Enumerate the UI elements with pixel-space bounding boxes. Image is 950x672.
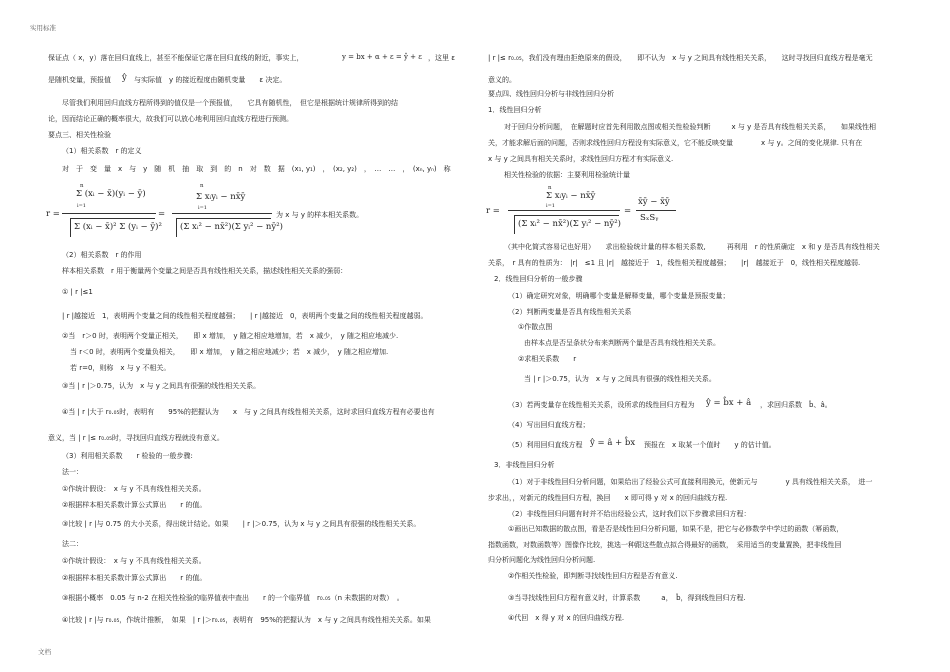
property-2b: 当 r＜0 时，表明两个变量负相关， 即 x 增加， y 随之相应地减少；若 x 减少， y 随之相应增加. xyxy=(70,348,389,356)
note-line-1: （其中化简式容易记也好用） 求出检验统计量的样本相关系数, 再利用 r 的性质确定 x 和 y 是否具有线性相关 xyxy=(504,243,880,251)
rf-numerator-2: x̄ȳ − x̄ȳ xyxy=(638,197,670,207)
nonlinear-para-6: 归分析问题化为线性回归分析问题. xyxy=(488,556,596,564)
numerator-1: Σ (xᵢ − x̄)(yᵢ − ȳ) xyxy=(76,189,146,199)
method-2-step-2: ②根据样本相关系数计算公式算出 r 的值。 xyxy=(62,574,207,582)
step-5-tail: 预报在 x 取某一个值时 y 的估计值。 xyxy=(644,441,776,449)
left-line-2b: 与实际值 y 的接近程度由随机变量 ε 决定。 xyxy=(134,76,287,84)
step-2: （2）判断两变量是否具有线性相关关系 xyxy=(508,308,632,316)
right-line-1: | r |≤ r₀.₀₅，我们没有理由拒绝原来的假设， 即不认为 x 与 y 之间具有线性相关关系， 这时寻找回归直线方程是毫无 xyxy=(488,54,873,62)
step-2-1-desc: 由样本点是否呈条状分布来判断两个量是否具有线性相关关系。 xyxy=(524,339,720,347)
page-footer: 文档 xyxy=(38,648,51,656)
step-5: （5）利用回归直线方程 xyxy=(508,441,583,449)
method-1-step-2: ②根据样本相关系数计算公式算出 r 的值。 xyxy=(62,501,207,509)
nonlinear-para-1: （1）对于非线性回归分析问题，如果给出了经验公式可直接利用换元，使新元与 y 具有线性相关关系， 进一 xyxy=(508,478,873,486)
left-line-1a: 保证点（ x，y）落在回归直线上，甚至不能保证它落在回归直线的附近，事实上， xyxy=(48,54,304,62)
regression-equation-1: ŷ = b̂x + â xyxy=(706,398,752,408)
step-2-2-desc: 当 | r |＞0.75，认为 x 与 y 之间具有很强的线性相关关系。 xyxy=(524,375,716,383)
rf-fraction-bar xyxy=(508,210,620,211)
rf-denominator-2: SₓSᵧ xyxy=(640,213,659,223)
r-role-text: 样本相关系数 r 用于衡量两个变量之间是否具有线性相关关系，描述线性相关关系的强弱： xyxy=(62,267,348,275)
rf-sum-lower: i=1 xyxy=(546,203,555,209)
yhat-symbol: ŷ xyxy=(122,73,127,83)
nonlinear-para-4: ①画出已知数据的散点图，看是否是线性回归分析问题，如果不是，把它与必修数学中学过的函数（幂函数， xyxy=(508,525,844,533)
r-definition-text: 对 于 变 量 x 与 y 随 机 抽 取 到 的 n 对 数 据 (x₁, y₁) ， (x₂, y₂) ， … … ， (xₙ, yₙ) 称 xyxy=(62,165,451,173)
fraction-bar-2 xyxy=(172,213,272,214)
subheading-r-role: （2）相关系数 r 的作用 xyxy=(62,251,142,259)
left-line-2a: 是随机变量，预报值 xyxy=(48,76,111,84)
right-line-2: 意义的。 xyxy=(488,76,516,84)
nonlinear-para-7: ②作相关性检验，即判断寻找线性回归方程是否有意义. xyxy=(508,572,678,580)
nonlinear-para-8: ③当寻找线性回归方程有意义时，计算系数 a， b̂，得到线性回归方程. xyxy=(508,594,746,602)
property-1: ① | r |≤1 xyxy=(62,288,93,296)
nonlinear-para-5: 指数函数，对数函数等）图像作比较，挑选一种跟这些散点拟合得最好的函数， 采用适当的变量置换，把非线性回 xyxy=(488,541,842,549)
method-1-step-1: ①作统计假设： x 与 y 不具有线性相关关系。 xyxy=(62,485,206,493)
denominator-2: (Σ xᵢ² − nx̄²)(Σ yᵢ² − nȳ²) xyxy=(180,222,283,232)
linear-para-2: 关，才能求解后面的问题，否则求线性回归方程没有实际意义，它不能反映变量 x 与 y。之间的变化规律. 只有在 xyxy=(488,139,863,147)
left-line-1b: ，这里 ε xyxy=(428,54,456,62)
rf-denominator: (Σ xᵢ² − nx̄²)(Σ yᵢ² − nȳ²) xyxy=(518,219,621,229)
rf-sum-upper: n xyxy=(548,185,552,191)
rf-fraction-bar-2 xyxy=(636,210,676,211)
sum-lower-2: i=1 xyxy=(198,205,207,211)
denominator-1: Σ (xᵢ − x̄)² Σ (yᵢ − ȳ)² xyxy=(74,222,162,232)
method-2-step-3: ③根据小概率 0.05 与 n-2 在相关性检验的临界值表中查出 r 的一个临界值 r₀.₀₅（n 未数据的对数） 。 xyxy=(62,594,404,602)
property-1-desc: | r |越接近 1，表明两个变量之间的线性相关程度越强； | r |越接近 0，表明两个变量之间的线性相关程度越弱。 xyxy=(62,312,428,320)
page-header: 实用标准 xyxy=(30,24,56,32)
numerator-2: Σ xᵢyᵢ − nx̄ȳ xyxy=(196,192,246,202)
method-1-step-3: ③比较 | r |与 0.75 的大小关系，得出统计结论。如果 | r |＞0.75，认为 x 与 y 之间具有很强的线性相关关系。 xyxy=(62,520,421,528)
note-line-2: 关系， r 具有的性质为： |r| ≤1 且 |r| 越接近于 1，线性相关程度越强； |r| 越接近于 0，线性相关程度越弱. xyxy=(488,259,861,267)
nonlinear-para-2: 步求出，，对新元的线性回归方程，换回 x 即可得 y 对 x 的回归曲线方程. xyxy=(488,494,728,502)
method-2-step-1: ①作统计假设： x 与 y 不具有线性相关关系。 xyxy=(62,557,206,565)
rf-numerator: Σ xᵢyᵢ − nx̄ȳ xyxy=(546,191,596,201)
property-4b: 意义，当 | r |≤ r₀.₀₅时，寻找回归直线方程就没有意义。 xyxy=(48,434,224,442)
paragraph-1b: 论，因而结论正确的概率很大，故我们可以放心地利用回归直线方程进行预测。 xyxy=(48,115,293,123)
section-heading-4: 要点四、线性回归分析与非线性回归分析 xyxy=(488,90,614,98)
nonlinear-heading: 3．非线性回归分析 xyxy=(494,461,555,469)
linear-para-4: 相关性检验的依据：主要利用检验统计量 xyxy=(504,171,630,179)
step-2-1: ①作散点图 xyxy=(518,323,553,331)
formula-caption: 为 x 与 y 的样本相关系数。 xyxy=(276,211,364,219)
error-formula: y = bx + α + ε = ŷ + ε xyxy=(342,53,422,61)
rf-equals: = xyxy=(624,206,632,216)
method-2-step-4: ④比较 | r |与 r₀.₀₅，作统计推断， 如果 | r |＞r₀.₀₅，表明有 95%的把握认为 x 与 y 之间具有线性相关关系。如果 xyxy=(62,616,431,624)
rf-r: r = xyxy=(486,206,500,216)
nonlinear-para-3: （2）非线性回归问题有时并不给出经验公式，这时我们以下步骤求回归方程： xyxy=(508,510,751,518)
linear-para-3: x 与 y 之间具有相关关系时，求线性回归方程才有实际意义. xyxy=(488,155,674,163)
step-3-tail: ，求回归系数 b̂、â。 xyxy=(760,401,832,409)
equals-sign: = xyxy=(158,209,166,219)
step-1: （1）确定研究对象，明确哪个变量是解释变量，哪个变量是预报变量； xyxy=(508,292,730,300)
sum-upper-2: n xyxy=(200,183,204,189)
regression-equation-2: ŷ = â + b̂x xyxy=(590,438,636,448)
sum-upper: n xyxy=(80,183,84,189)
formula-r: r = xyxy=(46,209,60,219)
section-heading-3: 要点三、相关性检验 xyxy=(48,131,111,139)
linear-para-1: 对于回归分析问题， 在解题时应首先利用散点图或相关性检验判断 x 与 y 是否具有线性相关关系， 如果线性相 xyxy=(504,123,876,131)
property-2c: 若 r=0，则称 x 与 y 不相关。 xyxy=(70,364,171,372)
property-2a: ②当 r＞0 时，表明两个变量正相关， 即 x 增加， y 随之相应地增加，若 x 减少， y 随之相应地减少. xyxy=(62,332,399,340)
method-2-label: 法二： xyxy=(62,540,83,548)
steps-heading: 2．线性回归分析的一般步骤 xyxy=(494,275,583,283)
subheading-test-steps: （3）利用相关系数 r 检验的一般步骤: xyxy=(62,452,193,460)
property-3: ③当 | r |＞0.75，认为 x 与 y 之间具有很强的线性相关关系。 xyxy=(62,382,261,390)
nonlinear-para-9: ④代回 x 得 y 对 x 的回归曲线方程. xyxy=(508,614,625,622)
step-2-2: ②求相关系数 r xyxy=(518,355,577,363)
linear-regression-heading: 1．线性回归分析 xyxy=(488,106,542,114)
step-3: （3）若两变量存在线性相关关系，设所求的线性回归方程为 xyxy=(508,401,695,409)
paragraph-1a: 尽管我们利用回归直线方程所得到的值仅是一个预报值， 它具有随机性， 但它是根据统计规律所得到的结 xyxy=(62,99,398,107)
step-4: （4）写出回归直线方程； xyxy=(508,421,590,429)
method-1-label: 法一： xyxy=(62,468,83,476)
property-4a: ④当 | r |大于 r₀.₀₅时，表明有 95%的把握认为 x 与 y 之间具有线性相关关系，这时求回归直线方程有必要也有 xyxy=(62,408,435,416)
subheading-r-definition: （1）相关系数 r 的定义 xyxy=(62,147,142,155)
sum-lower: i=1 xyxy=(77,203,86,209)
fraction-bar-1 xyxy=(62,213,156,214)
